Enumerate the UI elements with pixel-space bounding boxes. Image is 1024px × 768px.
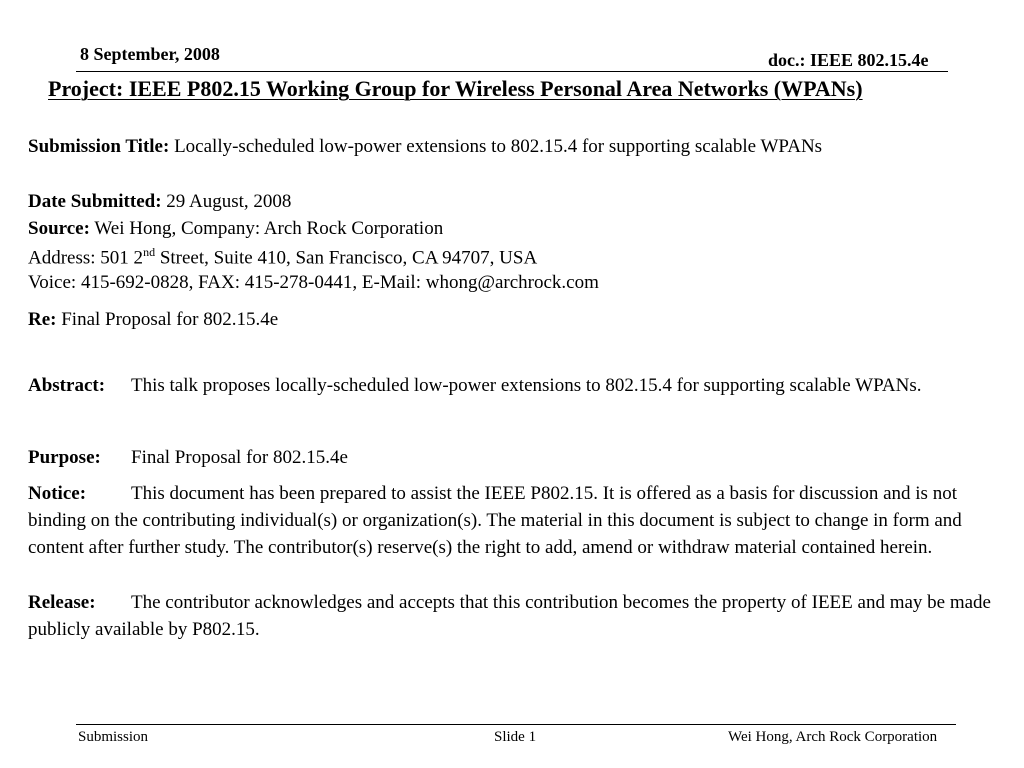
footer-submission: Submission [78,729,149,745]
footer-divider [76,724,956,725]
date-submitted-line [28,192,291,211]
header-doc-id: doc.: IEEE 802.15.4e [768,50,929,70]
purpose-block [28,444,1018,471]
submission-title-line [28,137,822,156]
footer-author: Wei Hong, Arch Rock Corporation [728,729,938,745]
source-line [28,219,443,238]
source-value: Wei Hong, Company: Arch Rock Corporation [94,218,444,239]
abstract-label: Abstract: [28,375,106,396]
submission-title-label: Submission Title: [28,136,170,157]
abstract-value: This talk proposes locally-scheduled low-power extensions to 802.15.4 for supporting scalable WPANs. [131,375,922,396]
source-label: Source: [28,218,90,239]
address-superscript: nd [143,245,156,259]
address-line [28,246,537,267]
submission-title-value: Locally-scheduled low-power extensions to 802.15.4 for supporting scalable WPANs [174,136,823,157]
re-label: Re: [28,309,57,330]
release-value: The contributor acknowledges and accepts that this contribution becomes the property of IEEE and may be made publicly available by P802.15. [28,592,991,640]
notice-block [28,480,1018,561]
date-submitted-label: Date Submitted: [28,191,162,212]
header-divider [76,71,948,72]
abstract-block [28,372,1018,399]
project-title: Project: IEEE P802.15 Working Group for Wireless Personal Area Networks (WPANs) [48,76,863,101]
release-label: Release: [28,592,96,613]
re-line [28,310,278,329]
footer-slide-number: Slide 1 [494,729,537,745]
header-date: 8 September, 2008 [80,44,220,64]
re-value: Final Proposal for 802.15.4e [61,309,279,330]
purpose-label: Purpose: [28,447,101,468]
date-submitted-value: 29 August, 2008 [166,191,292,212]
notice-label: Notice: [28,483,87,504]
address-prefix: Address: 501 2 [28,247,144,269]
release-block [28,589,1018,643]
notice-value: This document has been prepared to assist the IEEE P802.15. It is offered as a basis for discussion and is not binding on the contributing individual(s) or organization(s). The material in this document is subject to change in form and content after further study. The contributor(s) reserve(s) the right to add, amend or withdraw material contained herein. [28,483,962,558]
voice-line: Voice: 415-692-0828, FAX: 415-278-0441, E-Mail: whong@archrock.com [28,272,599,293]
address-suffix: Street, Suite 410, San Francisco, CA 94707, USA [155,247,538,269]
purpose-value: Final Proposal for 802.15.4e [131,447,348,468]
